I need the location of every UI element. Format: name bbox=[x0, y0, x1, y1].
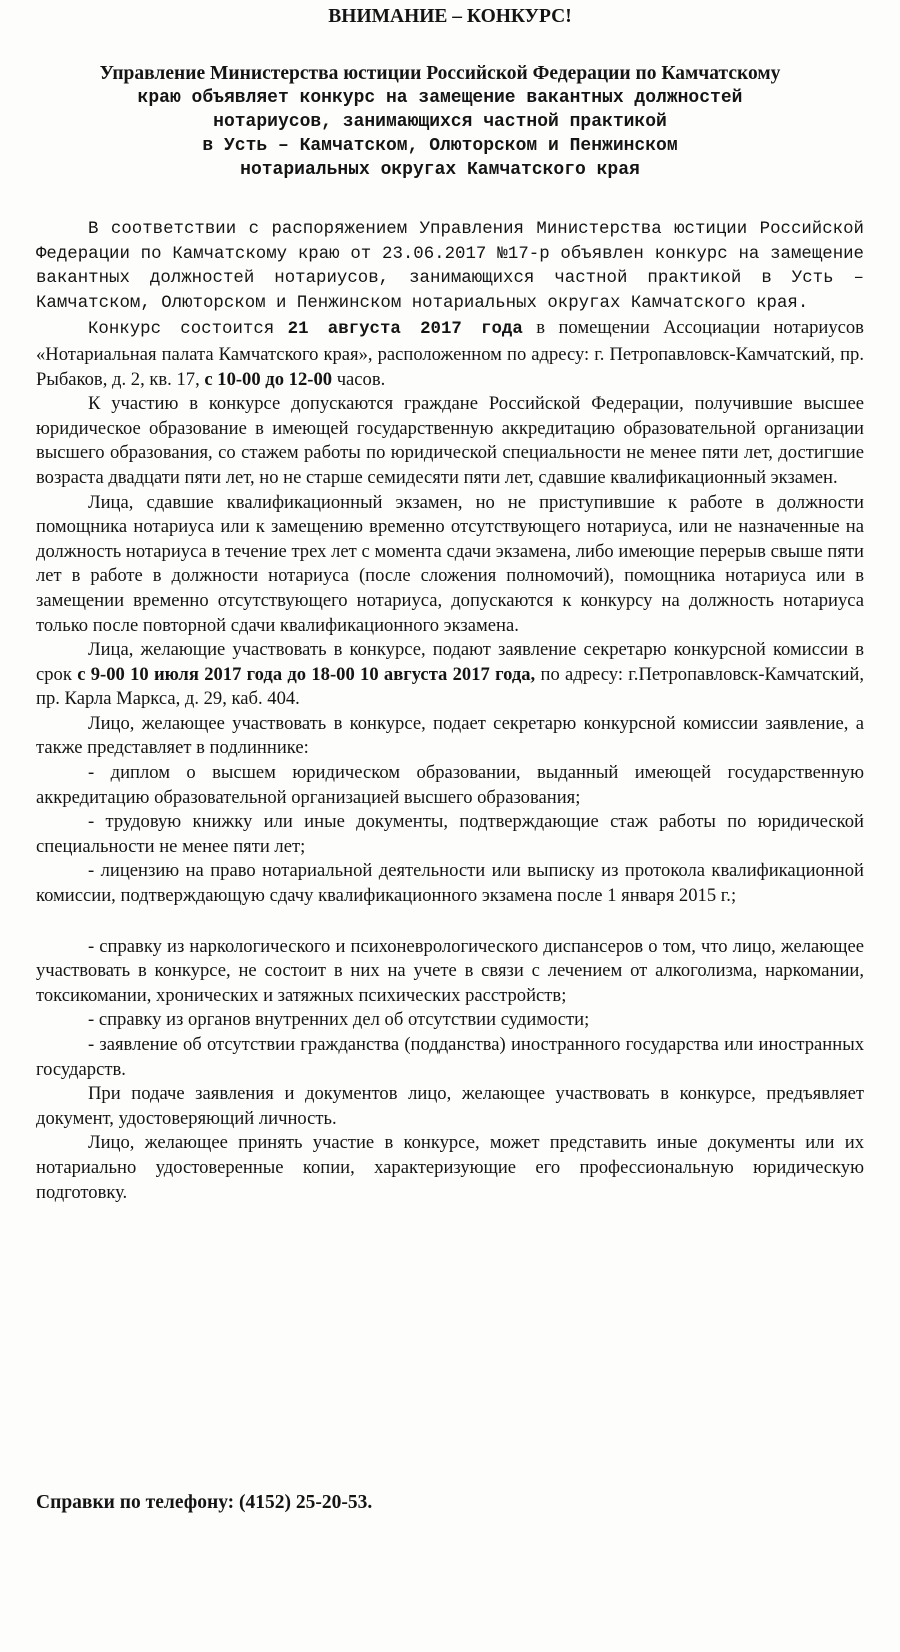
contest-date: 21 августа 2017 года bbox=[287, 320, 523, 340]
list-item-criminal-record: - справку из органов внутренних дел об отсутствии судимости; bbox=[88, 1009, 590, 1031]
contact-phone: Справки по телефону: (4152) 25-20-53. bbox=[36, 1492, 373, 1513]
list-item-medical-certificate: - справку из наркологического и психоневрологического диспансеров о том, что лицо, желающее участвовать в конкурсе, не состоит в них на учете в связи с лечением от алкоголизма, наркомании, токсикомании, хронических и затяжных психических расстройств; bbox=[36, 935, 864, 1006]
list-item-citizenship: - заявление об отсутствии гражданства (подданства) иностранного государства или иностранных государств. bbox=[36, 1034, 864, 1080]
document-title: ВНИМАНИЕ – КОНКУРС! bbox=[328, 6, 572, 27]
contest-time: с 10-00 до 12-00 bbox=[204, 368, 333, 390]
heading-line-2: краю объявляет конкурс на замещение вакантных должностей bbox=[137, 88, 743, 108]
document-heading bbox=[40, 62, 840, 182]
heading-line-4: в Усть – Камчатском, Олюторском и Пенжинском bbox=[202, 136, 678, 156]
heading-line-5: нотариальных округах Камчатского края bbox=[240, 160, 640, 180]
contest-place: в помещении Ассоциации нотариусов «Нотариальная палата Камчатского края», расположенном по адресу: г. Петропавловск-Камчатский, пр. Рыбаков, д. 2, кв. 17, bbox=[36, 317, 864, 390]
contest-time-unit: часов. bbox=[336, 368, 386, 390]
document-body bbox=[36, 218, 864, 1205]
paragraph-application bbox=[36, 638, 864, 712]
application-dates: с 9-00 10 июля 2017 года до 18-00 10 августа 2017 года, bbox=[77, 663, 536, 685]
application-address: по адресу: г.Петропавловск-Камчатский, пр. Карла Маркса, д. 29, каб. 404. bbox=[36, 663, 865, 710]
list-item-diploma: - диплом о высшем юридическом образовании, выданный имеющей государственную аккредитацию образовательной организацией высшего образования; bbox=[36, 762, 864, 808]
paragraph-documents-intro: Лицо, желающее участвовать в конкурсе, подает секретарю конкурсной комиссии заявление, а также представляет в подлиннике: bbox=[36, 712, 864, 759]
paragraph-decree: В соответствии с распоряжением Управления Министерства юстиции Российской Федерации по Камчатскому краю от 23.06.2017 №17-р объявлен конкурс на замещение вакантных должностей нотариусов, занимающихся частной практикой в Усть – Камчатском, Олюторском и Пенжинском нотариальных округах Камчатского края. bbox=[36, 220, 864, 313]
list-item-work-record: - трудовую книжку или иные документы, подтверждающие стаж работы по юридической специальности не менее пяти лет; bbox=[36, 811, 864, 857]
paragraph-identity: При подаче заявления и документов лицо, желающее участвовать в конкурсе, предъявляет документ, удостоверяющий личность. bbox=[36, 1083, 864, 1129]
paragraph-eligibility: К участию в конкурсе допускаются граждане Российской Федерации, получившие высшее юридическое образование в имеющей государственную аккредитацию образовательной организации высшего образования, со стажем работы по юридической специальности не менее пяти лет, достигшие возраста двадцати пяти лет, но не старше семидесяти пяти лет, сдавшие квалификационный экзамен. bbox=[36, 393, 864, 488]
paragraph-reexam: Лица, сдавшие квалификационный экзамен, но не приступившие к работе в должности помощника нотариуса или к замещению временно отсутствующего нотариуса, или не назначенные на должность нотариуса в течение трех лет с момента сдачи экзамена, либо имеющие перерыв свыше пяти лет в работе в должности нотариуса (после сложения полномочий), помощника нотариуса или в замещении временно отсутствующего нотариуса, допускаются к конкурсу на должность нотариуса только после повторной сдачи квалификационного экзамена. bbox=[36, 491, 864, 636]
paragraph-other-documents: Лицо, желающее принять участие в конкурсе, может представить иные документы или их нотариально удостоверенные копии, характеризующие его профессиональную юридическую подготовку. bbox=[36, 1132, 864, 1203]
list-item-license: - лицензию на право нотариальной деятельности или выписку из протокола квалификационной комиссии, подтверждающую сдачу квалификационного экзамена после 1 января 2015 г.; bbox=[36, 860, 864, 907]
heading-line-3: нотариусов, занимающихся частной практикой bbox=[213, 112, 667, 132]
application-intro: Лица, желающие участвовать в конкурсе, подают заявление секретарю конкурсной комиссии в срок bbox=[36, 639, 864, 685]
heading-line-1: Управление Министерства юстиции Российской Федерации по Камчатскому bbox=[99, 63, 781, 84]
spacer bbox=[36, 909, 864, 935]
contest-intro: Конкурс состоится bbox=[88, 320, 275, 340]
paragraph-contest-date bbox=[36, 316, 864, 392]
